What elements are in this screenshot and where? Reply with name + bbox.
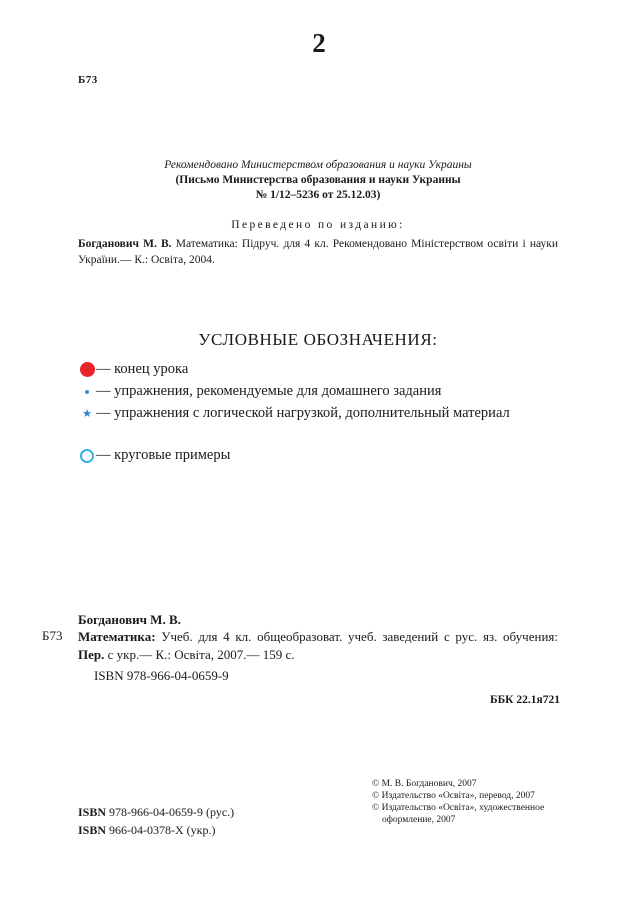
red-dot-icon <box>78 359 96 380</box>
legend-item-circular <box>78 445 558 466</box>
bbk-code: ББК 22.1я721 <box>489 694 560 706</box>
legend-item-text: — конец урока <box>96 361 189 377</box>
legend-item-text: — упражнения, рекомендуемые для домашнего задания <box>96 383 442 399</box>
translation-source <box>78 236 558 268</box>
translation-text: Математика: Підруч. для 4 кл. Рекомендовано Міністерством освіти і науки України.— К.: Освіта, 2004. <box>78 238 558 266</box>
bibliography-translation-rest: с укр.— К.: Освіта, 2007.— 159 с. <box>107 647 295 662</box>
copyright-block <box>372 778 560 826</box>
star-icon: ★ <box>82 408 92 420</box>
translation-author: Богданович М. В. <box>78 238 172 250</box>
recommendation-line-3: № 1/12–5236 от 25.12.03) <box>255 189 381 201</box>
bibliography-isbn: ISBN 978-966-04-0659-9 <box>94 668 229 683</box>
copyright-line: © Издательство «Освіта», перевод, 2007 <box>372 791 535 801</box>
legend-item-text: — круговые примеры <box>96 447 231 463</box>
isbn-label: ISBN <box>78 805 107 819</box>
isbn-label: ISBN <box>78 823 107 837</box>
legend-item-lesson-end <box>78 359 558 380</box>
legend-title: УСЛОВНЫЕ ОБОЗНАЧЕНИЯ: <box>198 330 438 349</box>
isbn-value: 966-04-0378-X (укр.) <box>109 823 216 837</box>
bibliography-translation: Пер. <box>78 647 105 662</box>
copyright-line: © Издательство «Освіта», художественное оформление, 2007 <box>372 803 545 825</box>
legend-item-homework <box>78 381 558 402</box>
page-number: 2 <box>312 28 326 58</box>
bibliography-description <box>78 628 558 664</box>
bibliography-code: Б73 <box>42 628 63 643</box>
copyright-line: © М. В. Богданович, 2007 <box>372 779 477 789</box>
translation-heading: Переведено по изданию: <box>231 219 405 231</box>
small-dot-icon <box>78 381 96 402</box>
recommendation-block <box>78 158 558 203</box>
legend-item-text: — упражнения с логической нагрузкой, дополнительный материал <box>96 405 510 421</box>
legend-item-logic <box>78 403 558 424</box>
udk-code: Б73 <box>78 74 98 86</box>
bibliography-title: Математика: <box>78 629 156 644</box>
bibliography-title-rest: Учеб. для 4 кл. общеобразоват. учеб. заведений с рус. яз. обучения: <box>161 629 558 644</box>
isbn-list <box>78 803 234 839</box>
isbn-line-russian <box>78 803 234 821</box>
isbn-line-ukrainian <box>78 821 234 839</box>
recommendation-line-1: Рекомендовано Министерством образования и науки Украины <box>164 159 472 171</box>
isbn-value: 978-966-04-0659-9 (рус.) <box>109 805 235 819</box>
circle-arrows-icon <box>78 445 96 466</box>
bibliography-author: Богданович М. В. <box>78 612 181 627</box>
recommendation-line-2: (Письмо Министерства образования и науки Украины <box>175 174 461 186</box>
